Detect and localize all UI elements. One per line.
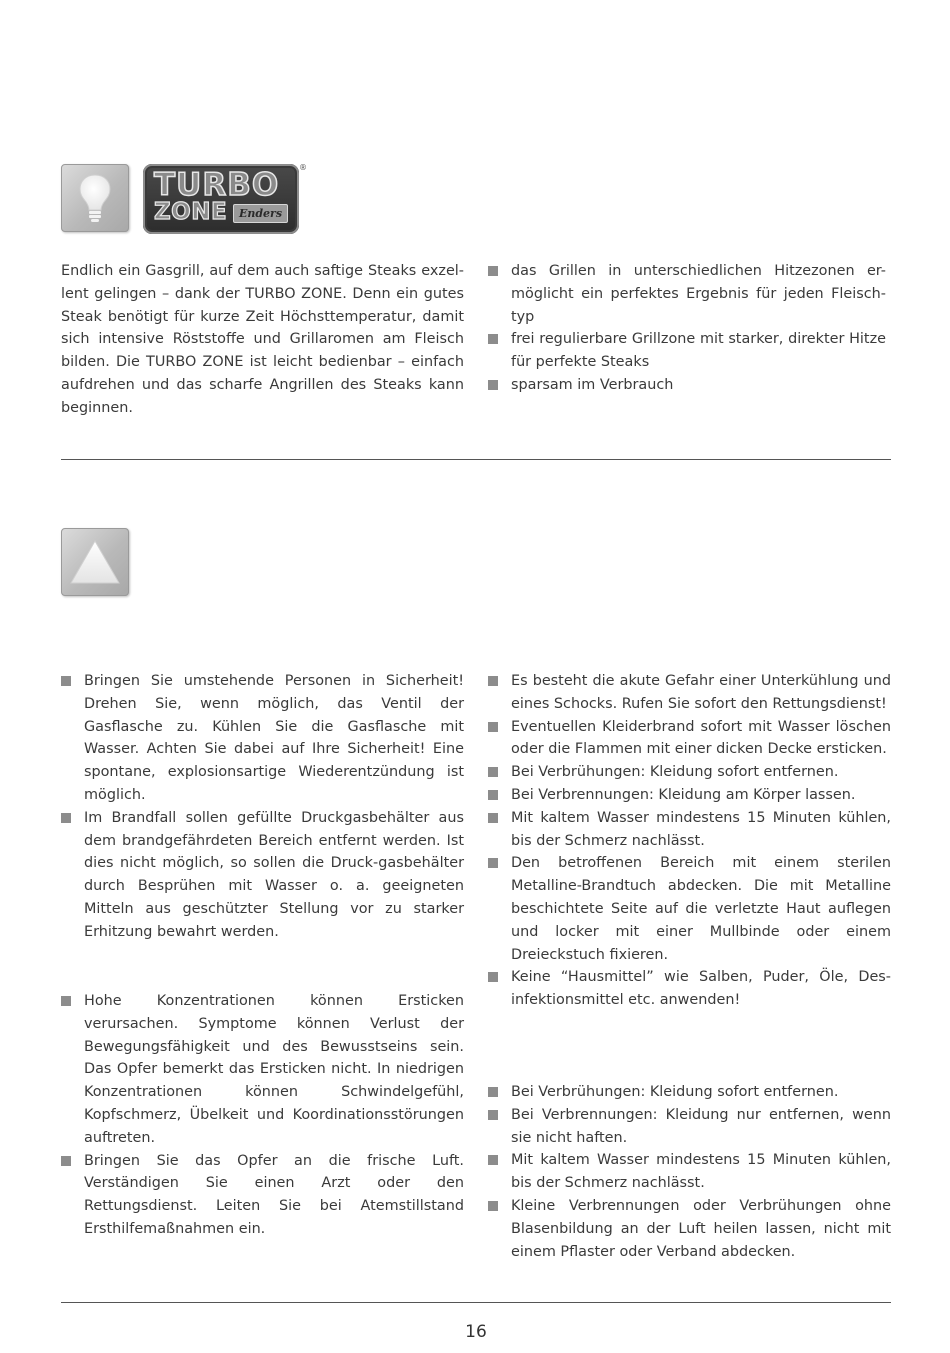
- list-item: das Grillen in unterschiedlichen Hitzezonen er-möglicht ein perfektes Ergebnis für jeden Fleisch-typ: [488, 260, 886, 328]
- list-item: Keine “Hausmittel” wie Salben, Puder, Öle, Des-infektionsmittel etc. anwenden!: [488, 966, 891, 1012]
- list-item: Bringen Sie das Opfer an die frische Luft. Verständigen Sie einen Arzt oder den Rettungsdienst. Leiten Sie bei Atemstillstand Ersthilfemaßnahmen ein.: [61, 1150, 464, 1241]
- list-item: sparsam im Verbrauch: [488, 374, 886, 397]
- warning-triangle-icon: [61, 528, 129, 596]
- logo-text-turbo: TURBO: [154, 167, 280, 203]
- gas-safety-list: [61, 990, 464, 1241]
- bullet-square-icon: [488, 1110, 498, 1120]
- list-item: Mit kaltem Wasser mindestens 15 Minuten kühlen, bis der Schmerz nachlässt.: [488, 807, 891, 853]
- bullet-square-icon: [488, 676, 498, 686]
- list-item: Hohe Konzentrationen können Ersticken verursachen. Symptome können Verlust der Bewegungsfähigkeit und des Bewusstseins sein. Das Opfer bemerkt das Ersticken nicht. In niedrigen Konzentrationen können Schwindelgefühl, Kopfschmerz, Übelkeit und Koordinationsstörungen auftreten.: [61, 990, 464, 1150]
- warning-icon-box: [61, 528, 129, 596]
- logo-brand-badge: Enders: [233, 204, 288, 223]
- bullet-square-icon: [488, 767, 498, 777]
- bullet-square-icon: [488, 1087, 498, 1097]
- bullet-square-icon: [61, 996, 71, 1006]
- bullet-square-icon: [61, 1156, 71, 1166]
- registered-mark: ®: [299, 163, 307, 172]
- bullet-square-icon: [488, 266, 498, 276]
- list-item: frei regulierbare Grillzone mit starker, direkter Hitze für perfekte Steaks: [488, 328, 886, 374]
- list-item: Bei Verbrühungen: Kleidung sofort entfernen.: [488, 1081, 891, 1104]
- turbo-zone-intro: Endlich ein Gasgrill, auf dem auch saftige Steaks exzel-lent gelingen – dank der TURBO ZONE. Denn ein gutes Steak benötigt für kurze Zeit Höchsttemperatur, damit sich intensive Röststoffe und Grillaromen am Fleisch bilden. Die TURBO ZONE ist leicht bedienbar – einfach aufdrehen und das scharfe Angrillen des Steaks kann beginnen.: [61, 263, 464, 416]
- bullet-square-icon: [61, 676, 71, 686]
- bullet-square-icon: [488, 380, 498, 390]
- footer-divider: [61, 1302, 891, 1303]
- logo-text-zone: ZONE: [154, 199, 228, 225]
- list-item: Bei Verbrennungen: Kleidung am Körper lassen.: [488, 784, 891, 807]
- bullet-square-icon: [488, 1155, 498, 1165]
- list-item: Es besteht die akute Gefahr einer Unterkühlung und eines Schocks. Rufen Sie sofort den Rettungsdienst!: [488, 670, 891, 716]
- turbo-feature-list: [488, 260, 886, 397]
- list-item: Im Brandfall sollen gefüllte Druckgasbehälter aus dem brandgefährdeten Bereich entfernt werden. Ist dies nicht möglich, so sollen die Druck-gasbehälter durch Besprühen mit Wasser o. a. geeigneten Mitteln aus geschützter Stellung vor zu starker Erhitzung bewahrt werden.: [61, 807, 464, 944]
- bullet-square-icon: [488, 722, 498, 732]
- list-item: Kleine Verbrennungen oder Verbrühungen ohne Blasenbildung an der Luft heilen lassen, nicht mit einem Pflaster oder Verband abdecken.: [488, 1195, 891, 1263]
- bullet-square-icon: [488, 972, 498, 982]
- page-number: 16: [465, 1322, 487, 1342]
- list-item: Bringen Sie umstehende Personen in Sicherheit! Drehen Sie, wenn möglich, das Ventil der Gasflasche zu. Kühlen Sie die Gasflasche mit Wasser. Achten Sie dabei auf Ihre Sicherheit! Eine spontane, explosionsartige Wiederentzündung ist möglich.: [61, 670, 464, 807]
- bullet-square-icon: [488, 858, 498, 868]
- bullet-square-icon: [488, 813, 498, 823]
- section-divider: [61, 459, 891, 460]
- bullet-square-icon: [61, 813, 71, 823]
- severe-burn-list: [488, 670, 891, 1012]
- list-item: Eventuellen Kleiderbrand sofort mit Wasser löschen oder die Flammen mit einer dicken Decke ersticken.: [488, 716, 891, 762]
- turbo-zone-logo: [143, 164, 299, 234]
- bullet-square-icon: [488, 334, 498, 344]
- fire-safety-list: [61, 670, 464, 944]
- lightbulb-icon-box: [61, 164, 129, 232]
- lightbulb-icon: [61, 164, 129, 232]
- list-item: Bei Verbrennungen: Kleidung nur entfernen, wenn sie nicht haften.: [488, 1104, 891, 1150]
- list-item: Mit kaltem Wasser mindestens 15 Minuten kühlen, bis der Schmerz nachlässt.: [488, 1149, 891, 1195]
- bullet-square-icon: [488, 790, 498, 800]
- list-item: Den betroffenen Bereich mit einem sterilen Metalline-Brandtuch abdecken. Die mit Metalline beschichtete Seite auf die verletzte Haut auflegen und locker mit einer Mullbinde oder einem Dreieckstuch fixieren.: [488, 852, 891, 966]
- bullet-square-icon: [488, 1201, 498, 1211]
- list-item: Bei Verbrühungen: Kleidung sofort entfernen.: [488, 761, 891, 784]
- minor-burn-list: [488, 1081, 891, 1263]
